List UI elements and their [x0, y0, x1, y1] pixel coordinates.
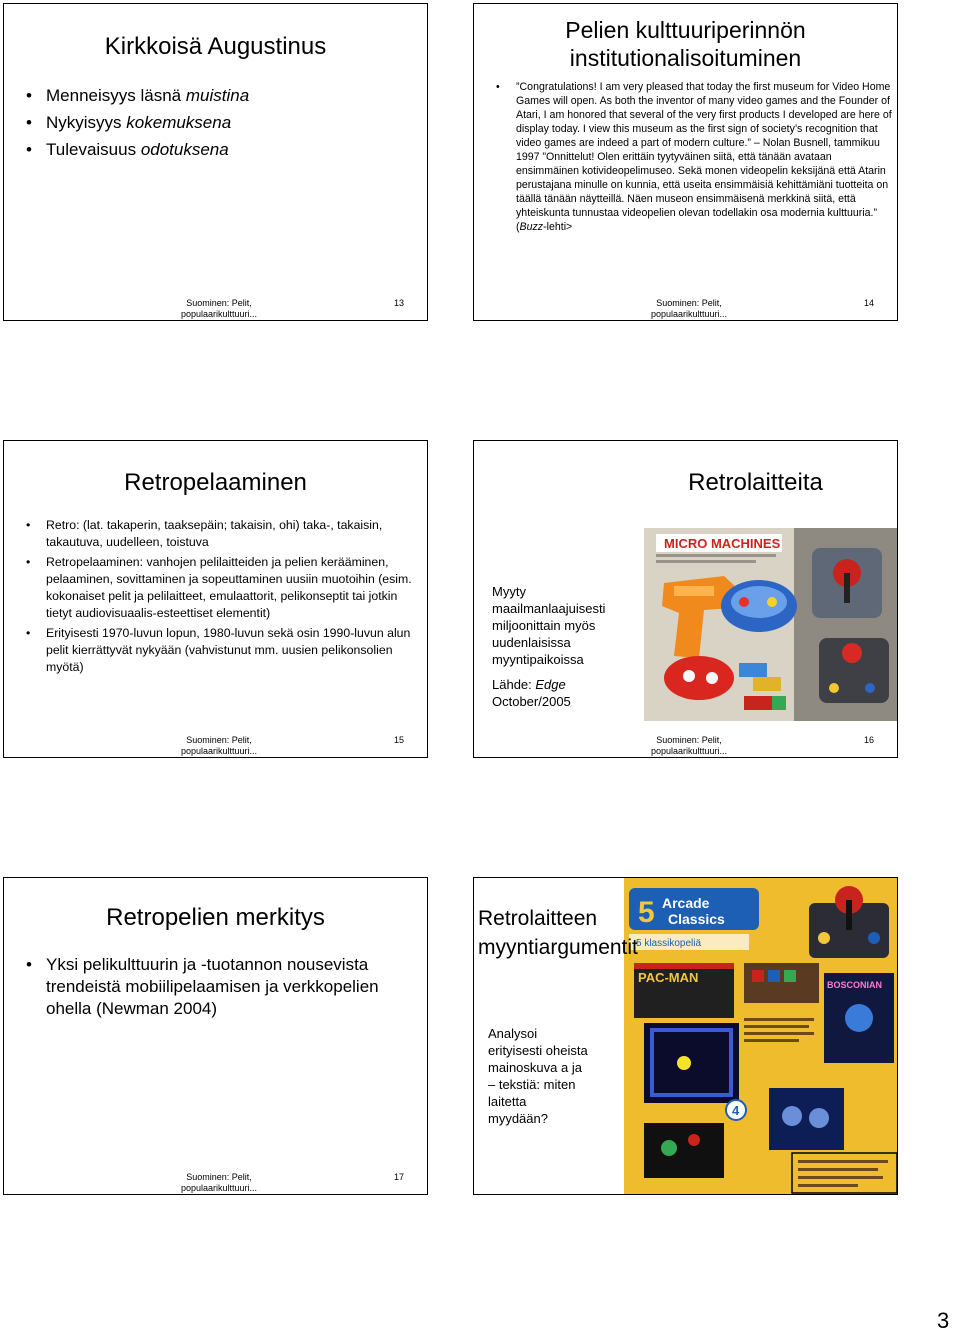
slide-15 — [3, 440, 428, 758]
retro-devices-photo — [644, 528, 898, 721]
slide-number: 16 — [864, 735, 875, 745]
list-item: • Erityisesti 1970-luvun lopun, 1980-luvun sekä osin 1990-luvun alun pelit kierrättyvät nykyään (vahvistunut mm. uusien pelikonsolien myötä) — [24, 625, 419, 676]
ad-badge-four: 4 — [732, 1103, 740, 1118]
slide-title: Pelien kulttuuriperinnön institutionalisoituminen — [565, 17, 806, 71]
list-item: • Yksi pelikulttuurin ja -tuotannon nousevista trendeistä mobiilipelaamisen ja verkkopelien ohella (Newman 2004) — [24, 954, 414, 1020]
slide-title: Retropelaaminen — [124, 469, 307, 496]
bullet-list — [24, 517, 419, 679]
quote-list — [494, 80, 892, 234]
list-item: • Nykyisyys kokemuksena — [24, 109, 414, 136]
list-item: • ”Congratulations! I am very pleased that today the first museum for Video Home Games will open. As both the inventor of many video games and the Founder of Atari, I am honored that several of the very first products I developed are here of display today. I view this museum as the first sign of society’s recognition that video games are indeed a part of modern culture.” – Nolan Busnell, tammikuu 1997 ”Onnittelut! Olen erittäin tyytyväinen siitä, että tänään avataan ensimmäinen kotivideopelimuseo. Sekä monen videopelin keksijänä että Atarin perustajana minulle on kunnia, että useita ensimmäisiä kehittämiäni tuotteita on täällä tänään näytteillä. Näen museon ensimmäisenä merkkinä siitä, että yhteiskunta tunnustaa videopelien olevan todellakin osa modernia kulttuuria.” (Buzz-lehti> — [494, 80, 892, 234]
slide-13 — [3, 3, 428, 321]
bullet-list — [24, 82, 414, 163]
slide-number: 13 — [394, 298, 405, 308]
slide-footer: Suominen: Pelit, populaarikulttuuri... — [650, 735, 728, 756]
slide-footer: Suominen: Pelit, populaarikulttuuri... — [180, 735, 258, 756]
page-number: 3 — [937, 1308, 950, 1333]
ad-classics-text: Classics — [668, 911, 725, 927]
ad-pacman-text: PAC-MAN — [638, 970, 699, 985]
ad-number-five: 5 — [638, 896, 655, 929]
ad-arcade-text: Arcade — [662, 895, 710, 911]
bullet-list — [24, 954, 414, 1020]
slide-17 — [3, 877, 428, 1195]
slide-number: 14 — [864, 298, 875, 308]
slide-title: Retrolaitteita — [688, 469, 823, 496]
list-item: • Menneisyys läsnä muistina — [24, 82, 414, 109]
source-citation: Lähde: Edge October/2005 — [492, 677, 571, 709]
ad-klassikopelia-text: 5 klassikopeliä — [636, 938, 702, 949]
list-item: • Tulevaisuus odotuksena — [24, 136, 414, 163]
slide-14 — [473, 3, 898, 321]
photo-heading: MICRO MACHINES — [664, 536, 781, 551]
slide-footer: Suominen: Pelit, populaarikulttuuri... — [650, 298, 728, 319]
slide-title: Retrolaitteen myyntiargumentit — [478, 907, 638, 959]
slide-title: Retropelien merkitys — [106, 904, 325, 931]
slide-footer: Suominen: Pelit, populaarikulttuuri... — [180, 1172, 258, 1193]
list-item: • Retro: (lat. takaperin, taaksepäin; takaisin, ohi) taka-, takaisin, takautuva, uudelleen, toistuva — [24, 517, 419, 551]
slide-footer: Suominen: Pelit, populaarikulttuuri... — [180, 298, 258, 319]
list-item: • Retropelaaminen: vanhojen pelilaitteiden ja pelien kerääminen, pelaaminen, sovittaminen ja sopeuttaminen uusiin muotoihin (esim. kokonaiset pelit ja pelilaitteet, emulaattorit, pelikonseptit tai jotkin tietyt audiovisuaalis-esteettiset elementit) — [24, 554, 419, 622]
side-text: Myyty maailmanlaajuisesti miljoonittain myös uudenlaisissa myyntipaikoissa Lähde: Edge October/2005 — [492, 583, 642, 718]
slide-number: 15 — [394, 735, 405, 745]
slide-18 — [473, 877, 898, 1195]
side-text: Analysoi erityisesti oheista mainoskuva a ja – tekstiä: miten laitetta myydään? — [488, 1026, 588, 1126]
slide-16 — [473, 440, 898, 758]
retro-devices-illustration — [644, 528, 898, 721]
ad-bosconian-text: BOSCONIAN — [827, 980, 883, 990]
slide-number: 17 — [394, 1172, 405, 1182]
slide-title: Kirkkoisä Augustinus — [104, 33, 327, 60]
